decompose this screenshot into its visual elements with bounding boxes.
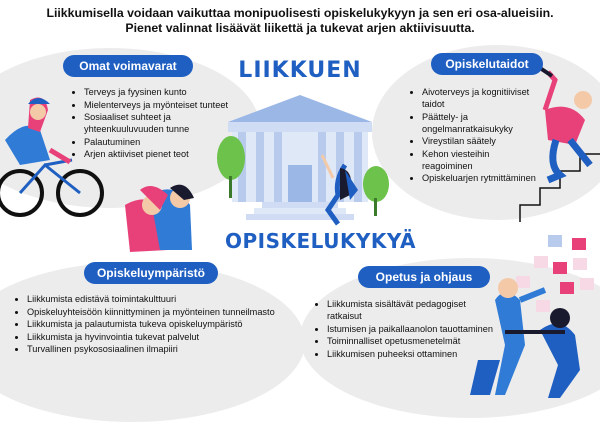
list-item: • Vireystilan säätely [422, 135, 542, 147]
intro-line-2: Pienet valinnat lisäävät liikettä ja tukevat arjen aktiivisuutta. [125, 21, 475, 35]
section-title-opiskeluymparisto: Opiskeluympäristö [84, 262, 218, 284]
list-item: • Toiminnalliset opetusmenetelmät [327, 335, 503, 347]
section-title-opetus-ja-ohjaus: Opetus ja ohjaus [358, 266, 490, 288]
list-item: • Mielenterveys ja myönteiset tunteet [84, 99, 252, 111]
list-item: • Päättely- ja ongelmanratkaisukyky [422, 111, 542, 135]
intro-text [0, 6, 600, 36]
list-opetus-ja-ohjaus [315, 298, 503, 360]
sticky-notes-board-illustration [516, 235, 594, 312]
tree-right-illustration [363, 166, 389, 216]
section-title-opiskelutaidot: Opiskelutaidot [431, 53, 543, 75]
list-item: • Sosiaaliset suhteet ja yhteenkuuluvuuden tunne [84, 111, 252, 135]
section-title-omat-voimavarat: Omat voimavarat [63, 55, 193, 77]
list-item: • Istumisen ja paikallaanolon tauottaminen [327, 323, 503, 335]
list-item: • Palautuminen [84, 136, 252, 148]
list-item: • Liikkumisen puheeksi ottaminen [327, 348, 503, 360]
list-item: • Liikkumista ja hyvinvointia tukevat palvelut [27, 331, 309, 343]
list-item: • Terveys ja fyysinen kunto [84, 86, 252, 98]
list-item: • Aivoterveys ja kognitiiviset taidot [422, 86, 542, 110]
list-item: • Liikkumista sisältävät pedagogiset ratkaisut [327, 298, 503, 322]
list-item: • Kehon viesteihin reagoiminen [422, 148, 542, 172]
list-item: • Opiskeluyhteisöön kiinnittyminen ja myönteinen tunneilmasto [27, 306, 309, 318]
list-omat-voimavarat [72, 86, 252, 161]
intro-line-1: Liikkumisella voidaan vaikuttaa monipuolisesti opiskelukykyyn ja sen eri osa-alueisiin. [46, 6, 554, 20]
list-item: • Liikkumista edistävä toimintakulttuuri [27, 293, 309, 305]
list-item: • Liikkumista ja palautumista tukeva opiskeluympäristö [27, 318, 309, 330]
center-title-top: LIIKKUEN [238, 58, 362, 83]
center-title-bottom: OPISKELUKYKYÄ [225, 229, 416, 253]
list-item: • Turvallinen psykososiaalinen ilmapiiri [27, 343, 309, 355]
hugging-people-illustration [125, 185, 194, 252]
list-opiskelutaidot [410, 86, 542, 185]
list-opiskeluymparisto [15, 293, 309, 356]
list-item: • Arjen aktiiviset pienet teot [84, 148, 252, 160]
list-item: • Opiskeluarjen rytmittäminen [422, 172, 542, 184]
